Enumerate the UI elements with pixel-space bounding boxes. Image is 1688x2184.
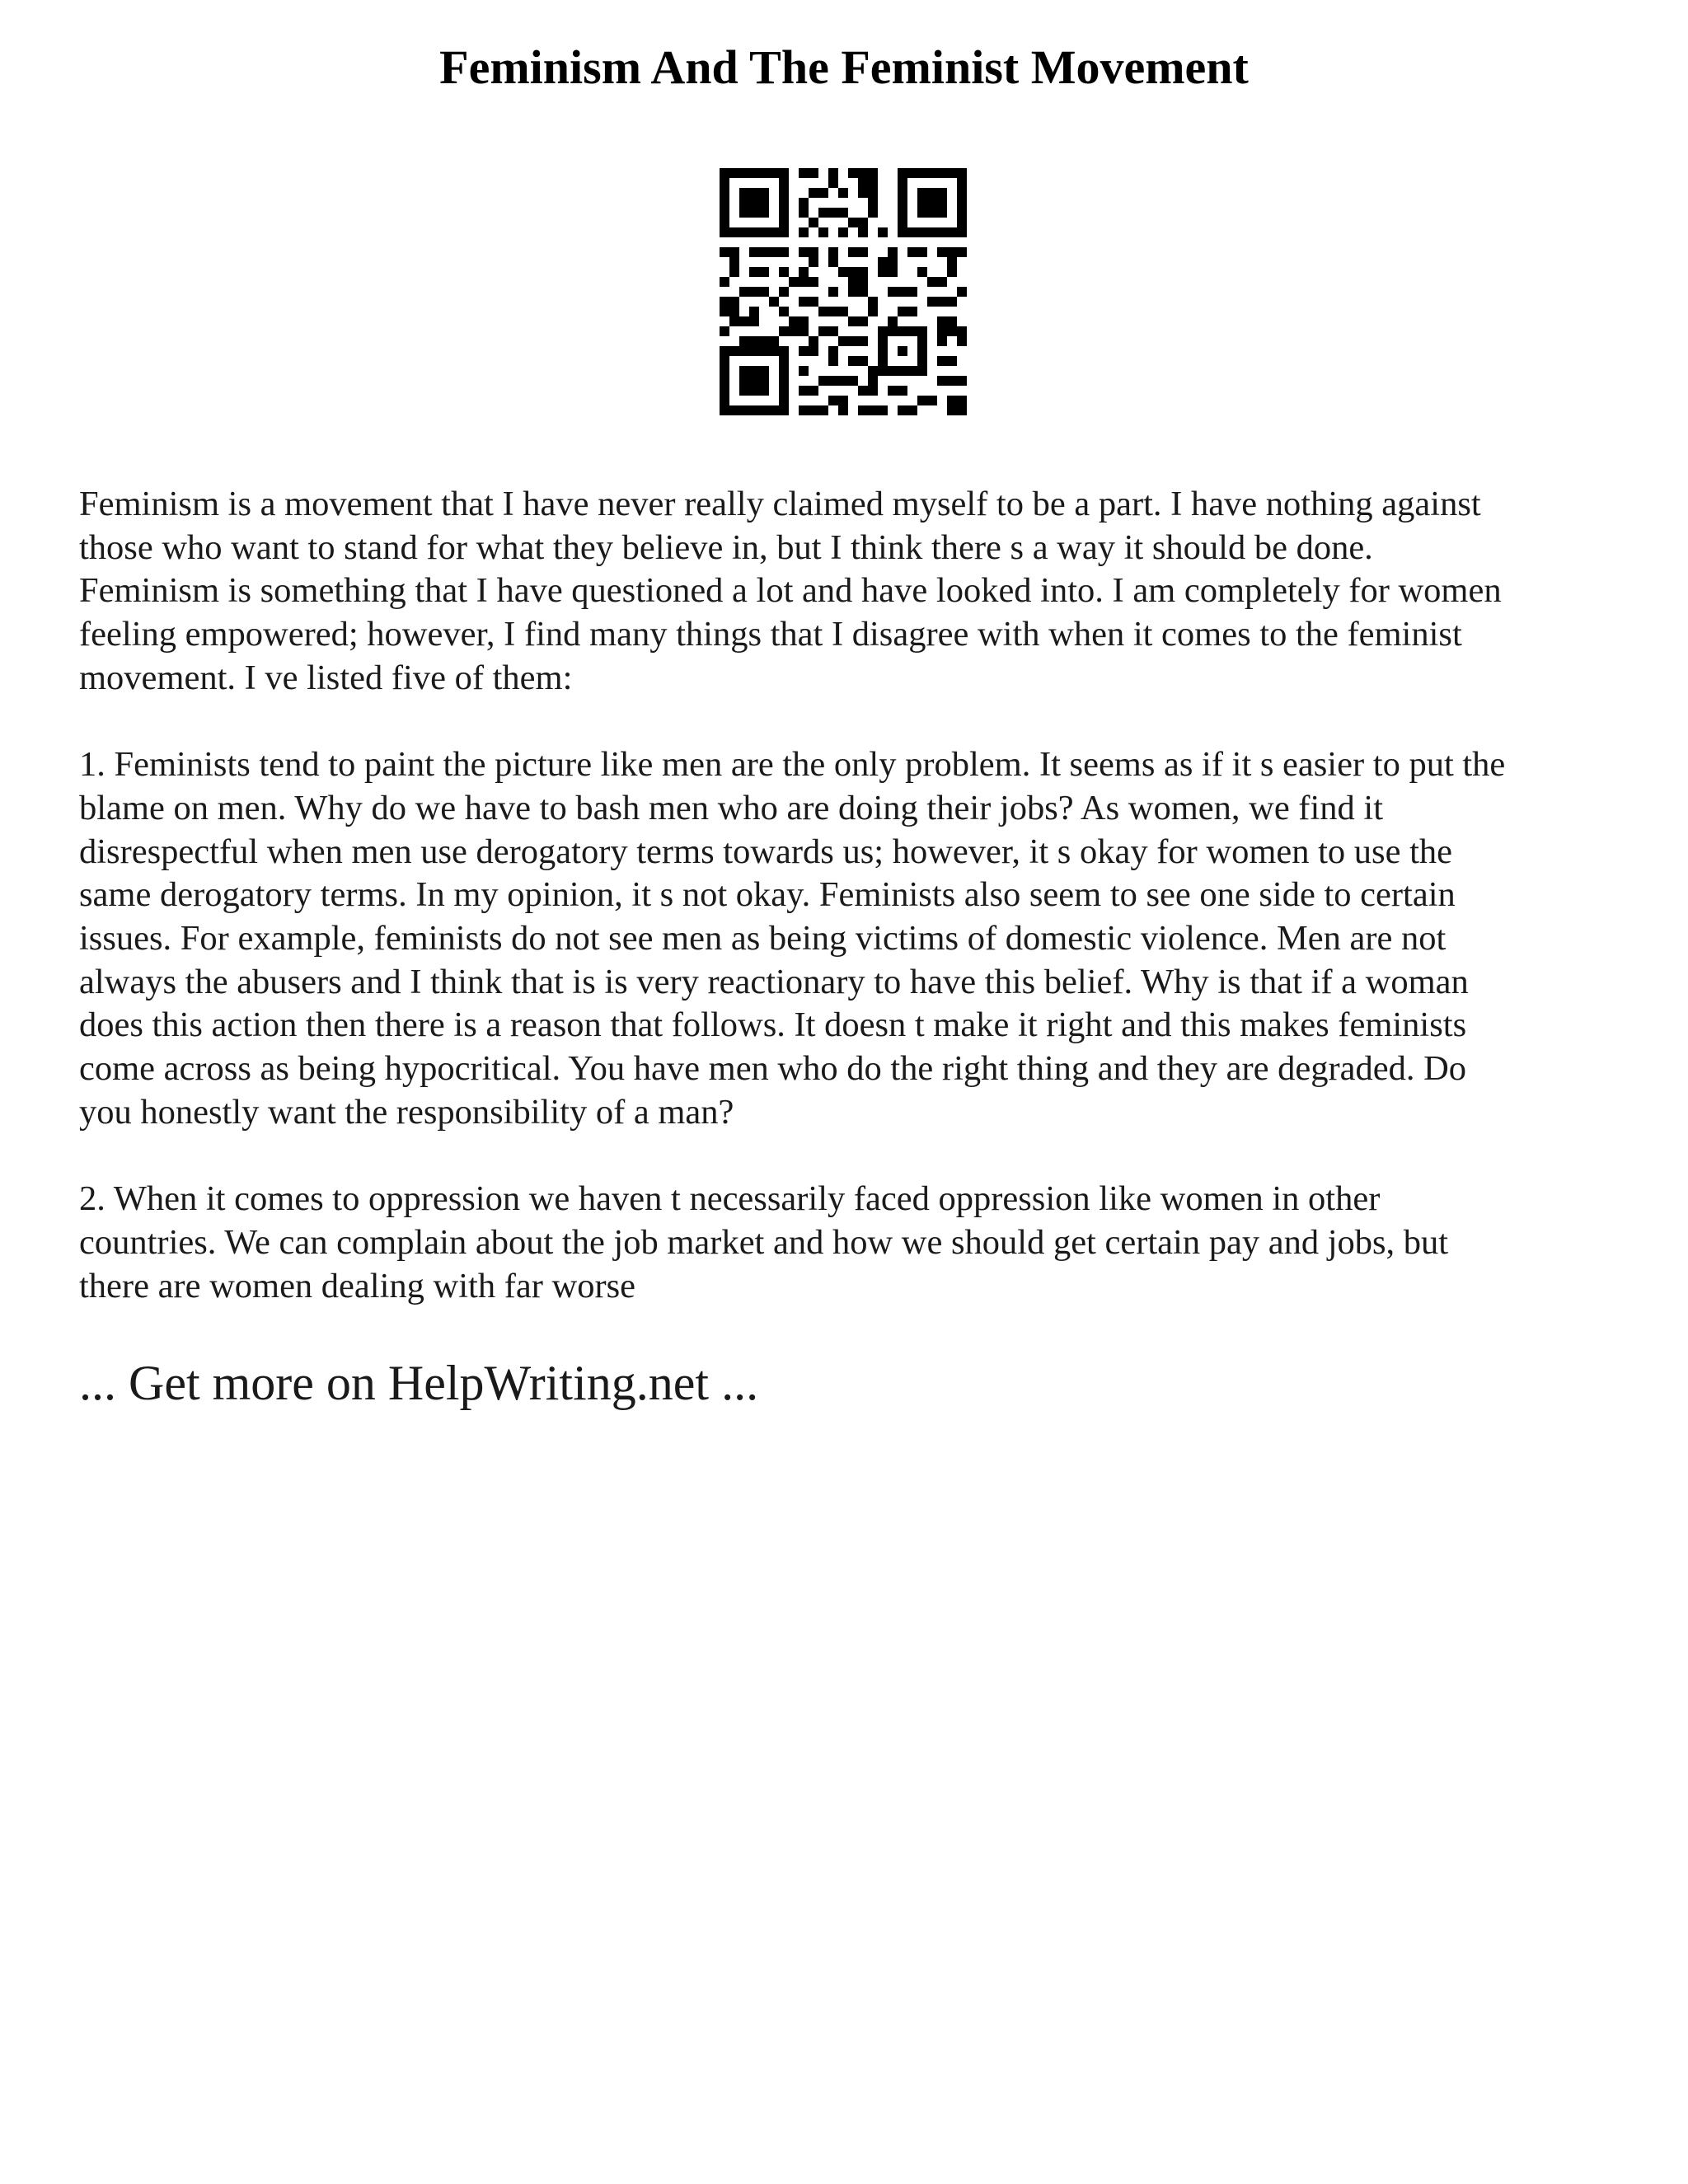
paragraph-point-2: 2. When it comes to oppression we haven t necessarily faced oppression like women in other countries. We can complain about the job market and how we should get certain pay and jobs, but there are women dealing with far worse bbox=[79, 1179, 1449, 1305]
page-title: Feminism And The Feminist Movement bbox=[439, 40, 1249, 94]
get-more-link[interactable]: ... Get more on HelpWriting.net ... bbox=[79, 1356, 759, 1410]
paragraph-point-1: 1. Feminists tend to paint the picture like men are the only problem. It seems as if it s easier to put the blame on men. Why do we have to bash men who are doing their jobs? As women, we find it disrespectful when men use derogatory terms towards us; however, it s okay for women to use the same derogatory terms. In my opinion, it s not okay. Feminists also seem to see one side to certain issues. For example, feminists do not see men as being victims of domestic violence. Men are not always the abusers and I think that is is very reactionary to have this belief. Why is that if a woman does this action then there is a reason that follows. It doesn t make it right and this makes feminists come across as being hypocritical. You have men who do the right thing and they are degraded. Do you honestly want the responsibility of a man? bbox=[79, 745, 1506, 1132]
qr-code-graphic bbox=[720, 168, 967, 415]
article-body bbox=[79, 483, 1629, 1352]
qr-code-icon bbox=[720, 168, 967, 415]
paragraph-intro: Feminism is a movement that I have never really claimed myself to be a part. I have nothing against those who want to stand for what they believe in, but I think there s a way it should be done. Feminism is something that I have questioned a lot and have looked into. I am completely for women feeling empowered; however, I find many things that I disagree with when it comes to the feminist movement. I ve listed five of them: bbox=[79, 485, 1502, 697]
